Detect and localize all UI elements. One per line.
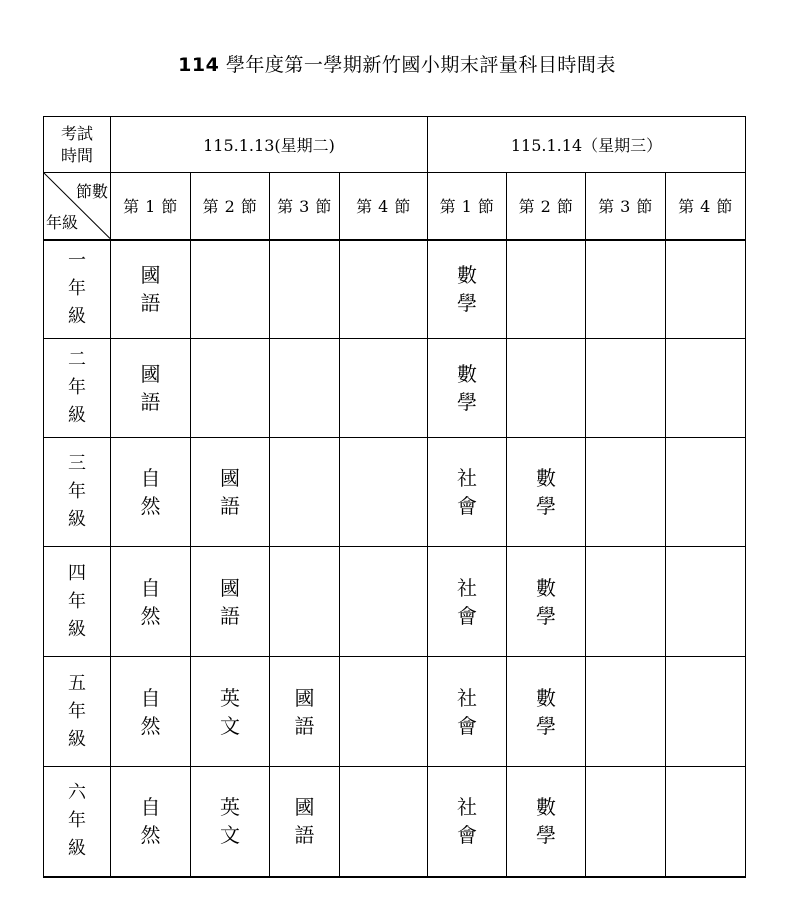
subject-label: 自然 (140, 575, 161, 628)
period-header: 第 3 節 (270, 173, 340, 240)
grade-label: 二年級 (68, 349, 86, 426)
subject-cell (507, 657, 586, 767)
subject-cell (428, 438, 507, 547)
subject-label: 國語 (294, 795, 315, 848)
subject-label: 社會 (457, 795, 477, 848)
period-header: 第 3 節 (586, 173, 666, 240)
page-title (0, 50, 794, 77)
subject-cell (270, 657, 340, 767)
subject-cell (191, 547, 270, 657)
subject-cell (191, 657, 270, 767)
subject-label: 數學 (536, 575, 556, 628)
subject-cell (191, 339, 270, 438)
subject-cell (666, 438, 746, 547)
grade-cell (44, 767, 111, 877)
subject-cell (507, 547, 586, 657)
exam-schedule-table (43, 116, 746, 878)
subject-cell (270, 767, 340, 877)
subject-label: 國語 (220, 575, 240, 628)
subject-label: 國語 (140, 362, 161, 414)
subject-label: 數學 (457, 263, 477, 316)
date-header-row (44, 117, 746, 173)
subject-label: 數學 (457, 362, 477, 414)
subject-cell (586, 767, 666, 877)
period-header: 第 1 節 (111, 173, 191, 240)
subject-label: 英文 (220, 685, 240, 738)
subject-cell (340, 767, 428, 877)
grade-cell (44, 547, 111, 657)
subject-cell (586, 240, 666, 339)
corner-time-cell (44, 117, 111, 173)
subject-cell (586, 438, 666, 547)
title-year: 114 (178, 54, 220, 76)
grade-label: 一年級 (68, 250, 86, 328)
diag-grade-label: 年級 (46, 212, 79, 232)
subject-cell (428, 547, 507, 657)
subject-cell (428, 240, 507, 339)
subject-label: 國語 (294, 685, 315, 738)
diag-periods-label: 節數 (75, 182, 108, 201)
subject-cell (586, 547, 666, 657)
subject-label: 自然 (140, 685, 161, 738)
grade-label: 六年級 (68, 782, 86, 860)
subject-cell (111, 657, 191, 767)
corner-time-line1: 考試 (60, 123, 93, 143)
grade-label: 三年級 (68, 453, 86, 530)
subject-label: 自然 (140, 795, 161, 848)
subject-cell (111, 767, 191, 877)
grade-row (44, 657, 746, 767)
subject-cell (586, 657, 666, 767)
subject-label: 社會 (457, 575, 477, 628)
date-1-header: 115.1.13(星期二) (111, 117, 428, 173)
subject-cell (507, 240, 586, 339)
grade-row (44, 438, 746, 547)
subject-cell (270, 339, 340, 438)
grade-label: 四年級 (68, 562, 86, 640)
subject-cell (111, 240, 191, 339)
date-2-header: 115.1.14（星期三） (428, 117, 746, 173)
grade-row (44, 240, 746, 339)
period-header: 第 4 節 (340, 173, 428, 240)
subject-cell (270, 240, 340, 339)
subject-cell (428, 657, 507, 767)
subject-cell (270, 547, 340, 657)
subject-cell (191, 767, 270, 877)
subject-label: 英文 (220, 795, 240, 848)
subject-cell (340, 657, 428, 767)
subject-cell (191, 240, 270, 339)
subject-label: 自然 (140, 466, 161, 518)
subject-label: 數學 (536, 685, 556, 738)
subject-cell (666, 547, 746, 657)
grade-cell (44, 657, 111, 767)
grade-label: 五年級 (68, 672, 86, 750)
subject-cell (428, 767, 507, 877)
subject-label: 社會 (457, 685, 477, 738)
subject-cell (507, 767, 586, 877)
grade-row (44, 339, 746, 438)
diagonal-corner-cell (44, 173, 111, 240)
grade-row (44, 547, 746, 657)
subject-cell (191, 438, 270, 547)
subject-label: 數學 (536, 795, 556, 848)
corner-time-line2: 時間 (60, 145, 93, 165)
period-header: 第 4 節 (666, 173, 746, 240)
subject-cell (340, 438, 428, 547)
grade-cell (44, 438, 111, 547)
subject-label: 國語 (220, 466, 240, 518)
subject-cell (340, 240, 428, 339)
period-header: 第 1 節 (428, 173, 507, 240)
subject-cell (666, 240, 746, 339)
subject-cell (340, 547, 428, 657)
subject-label: 社會 (457, 466, 477, 518)
subject-cell (111, 339, 191, 438)
grade-cell (44, 339, 111, 438)
subject-cell (428, 339, 507, 438)
subject-cell (270, 438, 340, 547)
subject-cell (507, 339, 586, 438)
grade-row (44, 767, 746, 877)
subject-label: 數學 (536, 466, 556, 518)
subject-cell (340, 339, 428, 438)
subject-cell (666, 339, 746, 438)
subject-cell (507, 438, 586, 547)
subject-label: 國語 (140, 263, 161, 316)
period-header-row (44, 173, 746, 240)
subject-cell (111, 547, 191, 657)
subject-cell (111, 438, 191, 547)
title-text: 學年度第一學期新竹國小期末評量科目時間表 (219, 54, 616, 76)
subject-cell (666, 767, 746, 877)
period-header: 第 2 節 (507, 173, 586, 240)
subject-cell (586, 339, 666, 438)
grade-cell (44, 240, 111, 339)
period-header: 第 2 節 (191, 173, 270, 240)
subject-cell (666, 657, 746, 767)
